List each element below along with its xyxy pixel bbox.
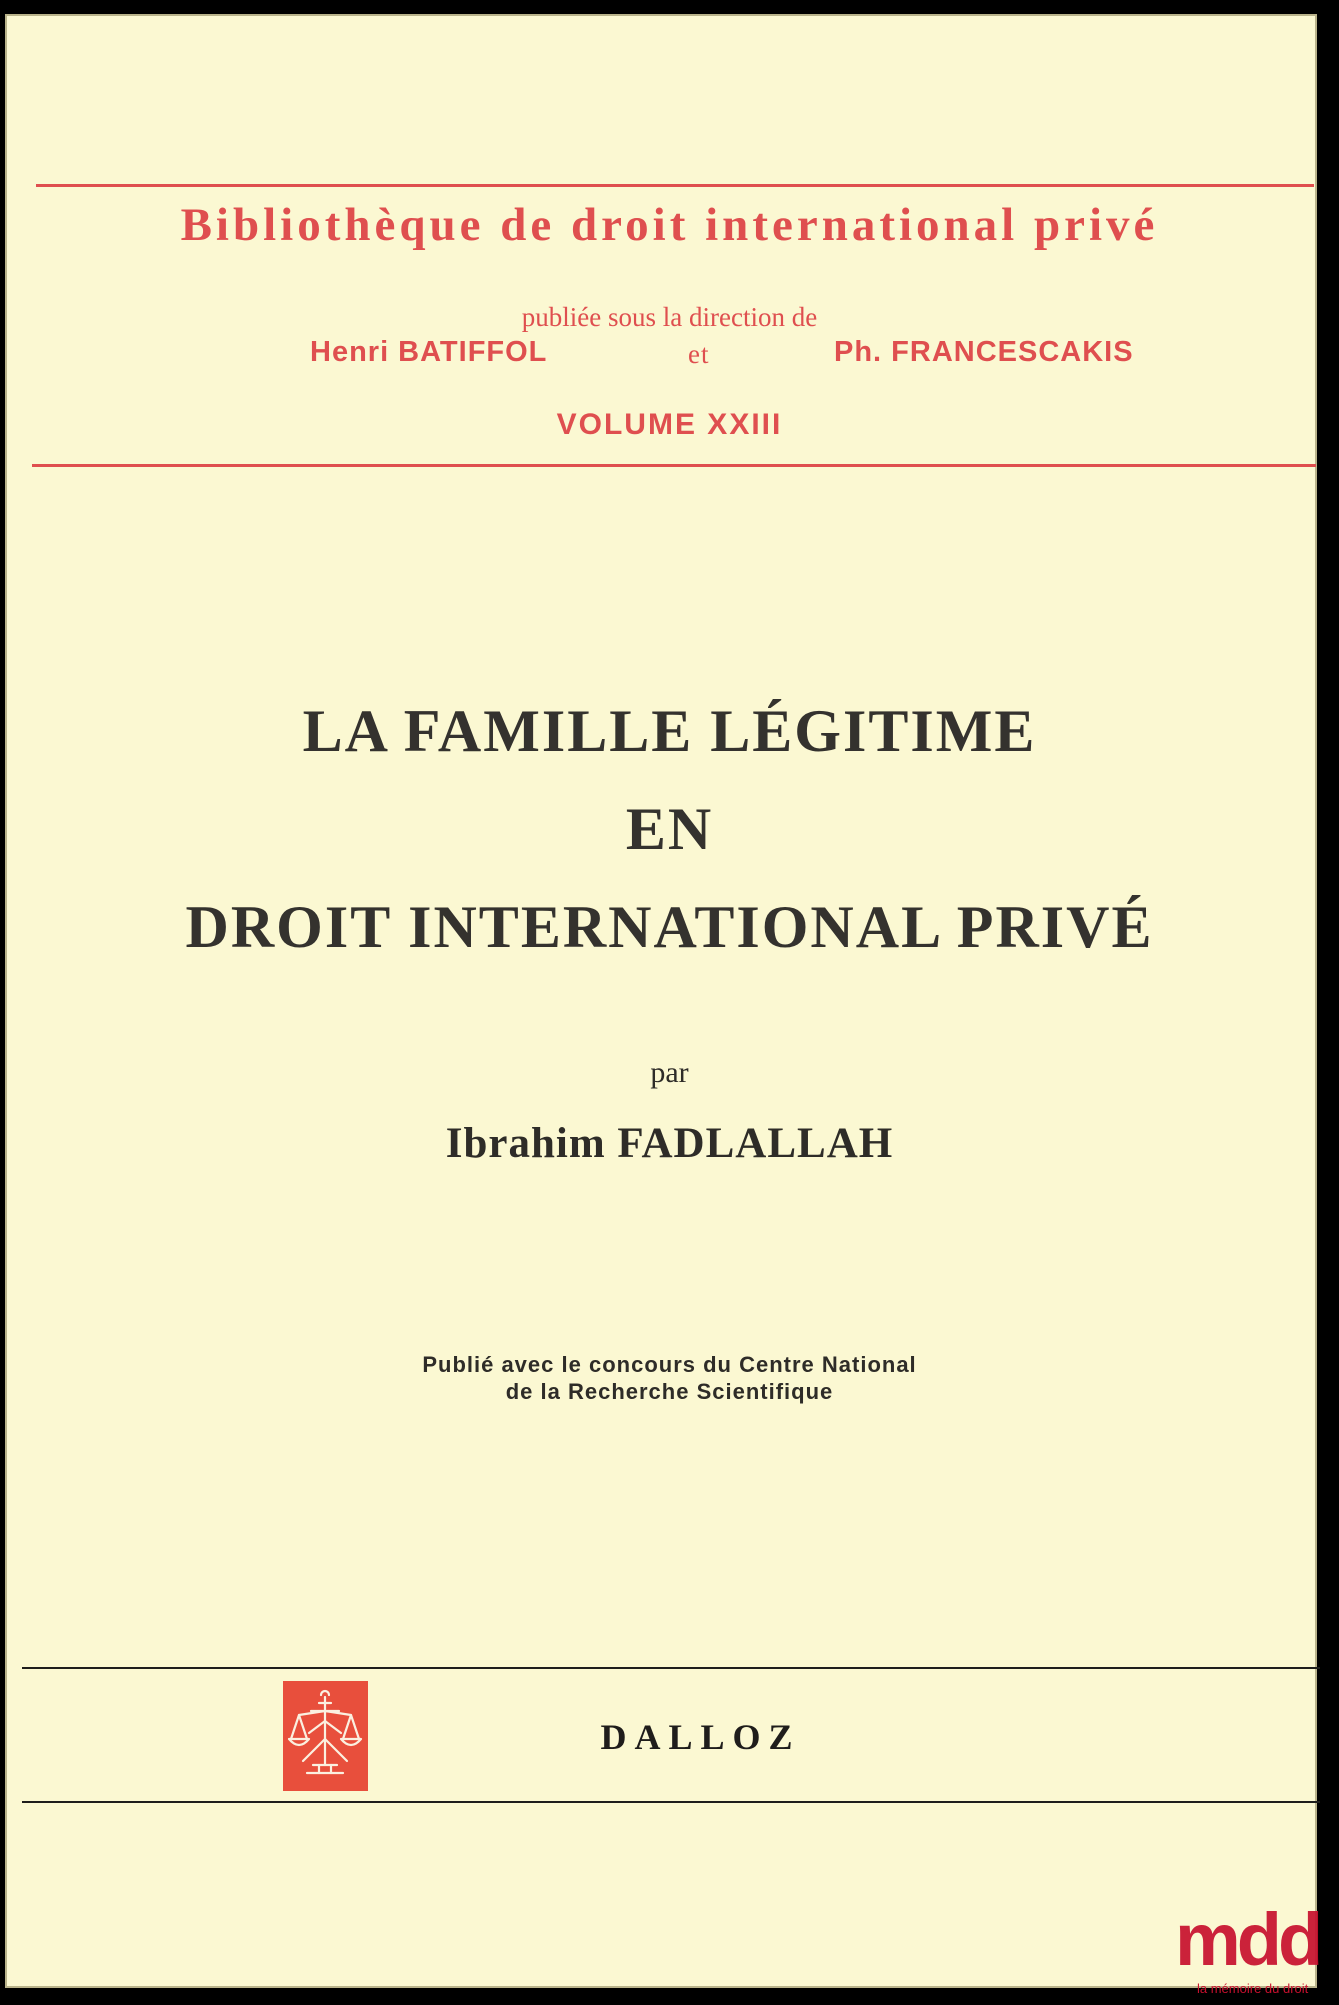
author-name: Ibrahim FADLALLAH bbox=[445, 1120, 894, 1167]
mdd-logo-icon bbox=[1171, 1885, 1331, 2000]
editor-batiffol: Henri BATIFFOL bbox=[310, 336, 548, 368]
publisher-rule-lower bbox=[22, 1801, 1320, 1803]
credit-line-1: Publié avec le concours du Centre National bbox=[422, 1352, 917, 1377]
mdd-tagline: la mémoire du droit bbox=[1197, 1981, 1309, 1996]
editor-conjunction: et bbox=[688, 339, 710, 369]
book-title-line-1: LA FAMILLE LÉGITIME bbox=[302, 698, 1037, 764]
volume-number: VOLUME XXIII bbox=[556, 408, 783, 441]
book-title-line-3: DROIT INTERNATIONAL PRIVÉ bbox=[185, 894, 1154, 960]
by-label: par bbox=[650, 1056, 689, 1089]
series-title: Bibliothèque de droit international privé bbox=[180, 199, 1159, 251]
book-title-line-2: EN bbox=[625, 796, 714, 862]
top-rule-upper bbox=[36, 184, 1314, 187]
credit-line-2: de la Recherche Scientifique bbox=[505, 1379, 834, 1404]
publisher-name: DALLOZ bbox=[600, 1717, 801, 1757]
published-under-label: publiée sous la direction de bbox=[521, 302, 818, 332]
mdd-mark: mdd bbox=[1175, 1898, 1320, 1981]
top-rule-lower bbox=[32, 464, 1316, 467]
mdd-logo bbox=[1171, 1885, 1331, 2000]
publisher-rule-upper bbox=[22, 1667, 1320, 1669]
editor-francescakis: Ph. FRANCESCAKIS bbox=[834, 336, 1134, 368]
